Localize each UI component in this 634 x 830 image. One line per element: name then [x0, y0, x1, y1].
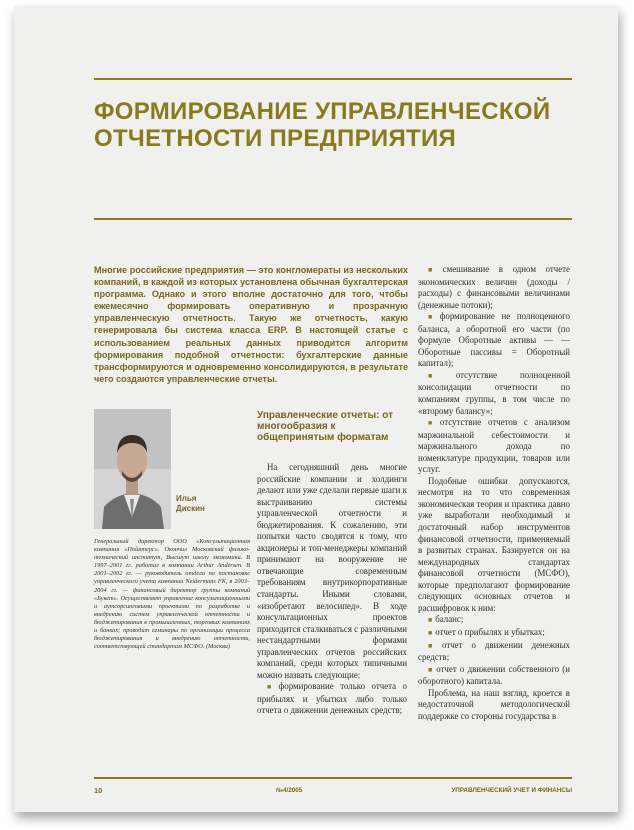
list-item-text: отчет о движении денежных средств;	[418, 639, 570, 663]
author-last-name: Дискин	[176, 504, 205, 513]
square-bullet-icon: ■	[428, 371, 453, 380]
page-footer	[94, 786, 572, 798]
paragraph: Проблема, на наш взгляд, кроется в недостаточной методологической поддержке со стороны государства в	[418, 687, 570, 721]
list-item	[418, 627, 570, 640]
list-item	[418, 264, 570, 311]
square-bullet-icon: ■	[428, 616, 433, 625]
issue-number: №4/2005	[276, 787, 303, 794]
list-item	[418, 417, 570, 476]
list-item	[418, 614, 570, 627]
author-first-name: Илья	[176, 494, 197, 503]
list-item	[257, 681, 407, 717]
list-item	[418, 664, 570, 688]
author-name	[176, 494, 205, 514]
author-photo	[94, 409, 171, 529]
square-bullet-icon: ■	[267, 683, 276, 692]
square-bullet-icon: ■	[428, 628, 433, 637]
title-rule	[94, 218, 572, 220]
square-bullet-icon: ■	[428, 313, 437, 322]
list-item	[418, 640, 570, 664]
top-rule	[94, 78, 572, 80]
journal-name: УПРАВЛЕНЧЕСКИЙ УЧЕТ И ФИНАНСЫ	[451, 787, 572, 794]
article-title: ФОРМИРОВАНИЕ УПРАВЛЕНЧЕСКОЙ ОТЧЕТНОСТИ ПРЕДПРИЯТИЯ	[94, 98, 551, 152]
square-bullet-icon: ■	[428, 665, 434, 674]
square-bullet-icon: ■	[428, 641, 440, 650]
list-item-text: отсутствие полноценной консолидации отчетности по компаниям группы, в том числе по «второму балансу»;	[418, 369, 571, 416]
square-bullet-icon: ■	[428, 266, 440, 274]
square-bullet-icon: ■	[428, 419, 437, 428]
list-item-text: смешивание в одном отчете экономических величин (доходы / расходы) с финансовыми величинами (денежные потоки);	[418, 264, 570, 310]
list-item	[418, 311, 570, 370]
paragraph: На сегодняшний день многие российские компании и холдинги делают или уже сделали первые шаги к выстраиванию системы управленческой отчетности и бюджетирования. К сожалению, эти попытки часто сводятся к тому, что акционеры и топ-менеджеры компаний принимают на вооружение не отвечающие современным требованиям внутрикорпоративные стандарты. Иными словами, «изобретают велосипед». В ходе консультационных проектов приходится сталкиваться с различными нестандартными формами управленческих отчетов российских компаний, среди которых типичными можно назвать следующие:	[257, 462, 407, 680]
page-number: 10	[94, 786, 103, 795]
paragraph: Подобные ошибки допускаются, несмотря на то что современная экономическая теория и практика давно уже выработали необходимый и достаточный набор инструментов финансовой отчетности, применяемый в развитых странах. Базируется он на международных стандартах финансовой отчетности (МСФО), которые предполагают формирование следующих основных отчетов и расшифровок к ним:	[418, 475, 570, 613]
lead-paragraph: Многие российские предприятия — это конгломераты из нескольких компаний, в каждой из которых установлена обычная бухгалтерская программа. Однако и этого вполне достаточно для того, чтобы ежемесячно формировать оперативную и прозрачную управленческую отчетность. Такую же отчетность, какую генерировала бы система класса ERP. В настоящей статье с использованием реальных данных приводится алгоритм формирования подобной отчетности: бухгалтерские данные трансформируются и одновременно консолидируются, в результате чего создаются управленческие отчеты.	[94, 265, 408, 384]
text-column-3	[418, 264, 570, 722]
list-item-text: баланс;	[435, 614, 464, 625]
list-item-text: отчет о движении собственного (и оборотного) капитала.	[418, 663, 570, 687]
magazine-page	[14, 6, 618, 812]
portrait-image	[94, 409, 171, 529]
list-item-text: отсутствие отчетов с анализом маржинальной себестоимости и маржинального дохода по номенклатуре продукции, товаров или услуг.	[418, 417, 570, 475]
footer-rule	[94, 777, 572, 779]
list-item-text: формирование не полноценного баланса, а оборотной его части (по формуле Оборотные активы — — Оборотные пассивы = Оборотный капитал);	[418, 311, 570, 369]
text-column-2	[257, 462, 407, 717]
list-item	[418, 370, 570, 417]
author-bio: Генеральный директор ООО «Консультационная компания «Пойнтерс». Окончил Московский физико-технический институт, Высшую школу экономики. В 1997–2001 гг. работал в компании Arthur Andersen. В 2001–2002 гг. — руководитель отдела по постановке управленческого учета компании Neidermans FK, в 2003–2004 гг. — финансовый директор группы компаний «Букет». Осуществляет управление консультационными и аутсорсинговыми проектами по разработке и внедрению систем управленческой отчетности и бюджетирования в промышленных, торговых компаниях и банках; проводит семинары по организации процесса бюджетирования и внедрению отчетности, соответствующей стандартам МСФО. (Москва)	[94, 538, 250, 651]
list-item-text: отчет о прибылях и убытках;	[435, 626, 545, 637]
section-heading: Управленческие отчеты: от многообразия к общепринятым форматам	[257, 410, 393, 443]
list-item-text: формирование только отчета о прибылях и убытках либо только отчета о движении денежных средств;	[257, 681, 407, 716]
